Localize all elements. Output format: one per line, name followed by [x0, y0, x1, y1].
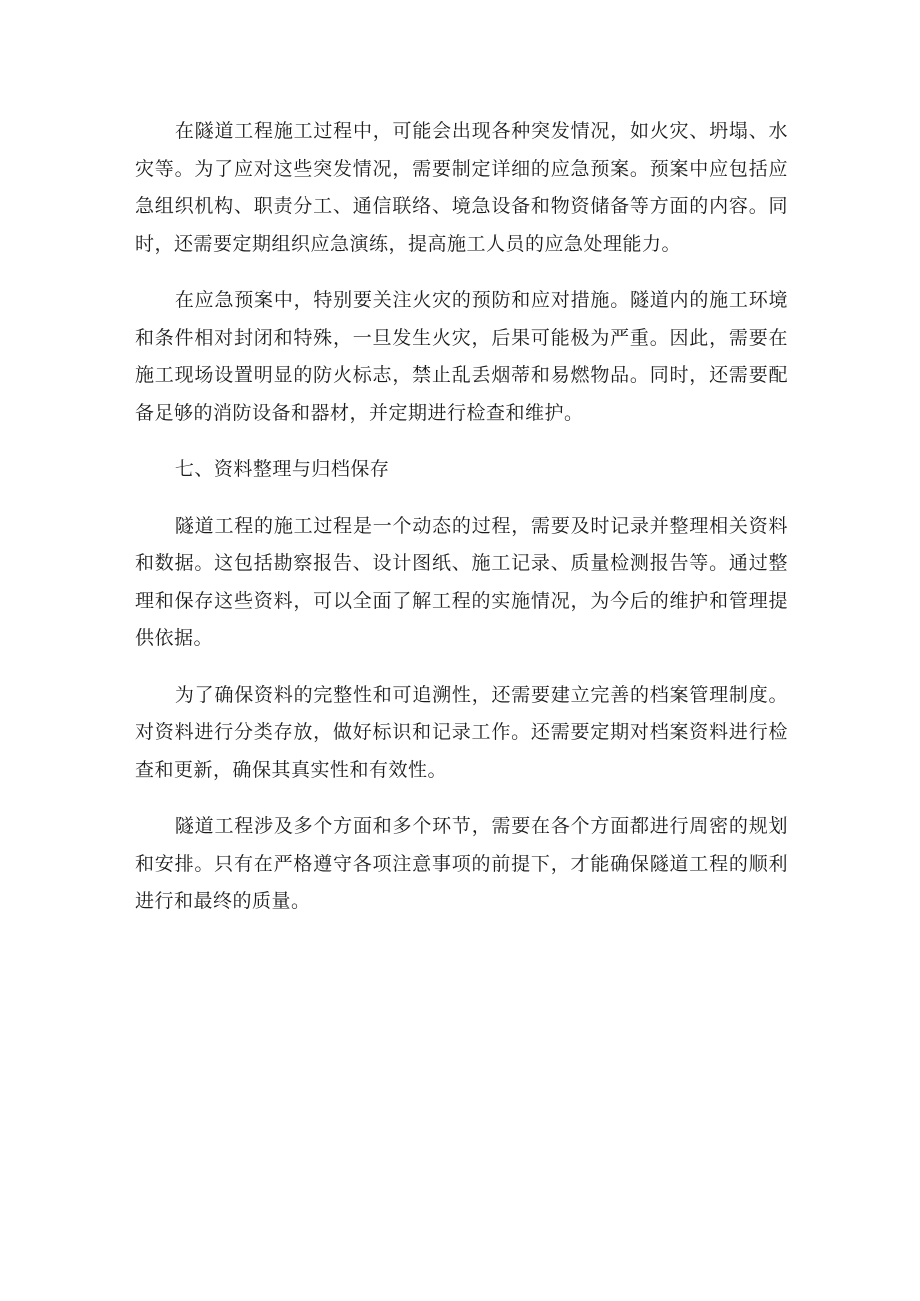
paragraph-conclusion: 隧道工程涉及多个方面和多个环节，需要在各个方面都进行周密的规划和安排。只有在严格遵守各项注意事项的前提下，才能确保隧道工程的顺利进行和最终的质量。 — [135, 815, 788, 912]
section-heading-archiving: 七、资料整理与归档保存 — [174, 458, 390, 480]
paragraph-fire-prevention: 在应急预案中，特别要关注火灾的预防和应对措施。隧道内的施工环境和条件相对封闭和特殊，一旦发生火灾，后果可能极为严重。因此，需要在施工现场设置明显的防火标志，禁止乱丢烟蒂和易燃物品。同时，还需要配备足够的消防设备和器材，并定期进行检查和维护。 — [135, 289, 788, 424]
paragraph-emergency-plan: 在隧道工程施工过程中，可能会出现各种突发情况，如火灾、坍塌、水灾等。为了应对这些突发情况，需要制定详细的应急预案。预案中应包括应急组织机构、职责分工、通信联络、境急设备和物资储备等方面的内容。同时，还需要定期组织应急演练，提高施工人员的应急处理能力。 — [135, 120, 788, 255]
paragraph-records: 隧道工程的施工过程是一个动态的过程，需要及时记录并整理相关资料和数据。这包括勘察报告、设计图纸、施工记录、质量检测报告等。通过整理和保存这些资料，可以全面了解工程的实施情况，为今后的维护和管理提供依据。 — [135, 514, 788, 649]
paragraph-archive-management: 为了确保资料的完整性和可追溯性，还需要建立完善的档案管理制度。对资料进行分类存放，做好标识和记录工作。还需要定期对档案资料进行检查和更新，确保其真实性和有效性。 — [135, 683, 788, 781]
